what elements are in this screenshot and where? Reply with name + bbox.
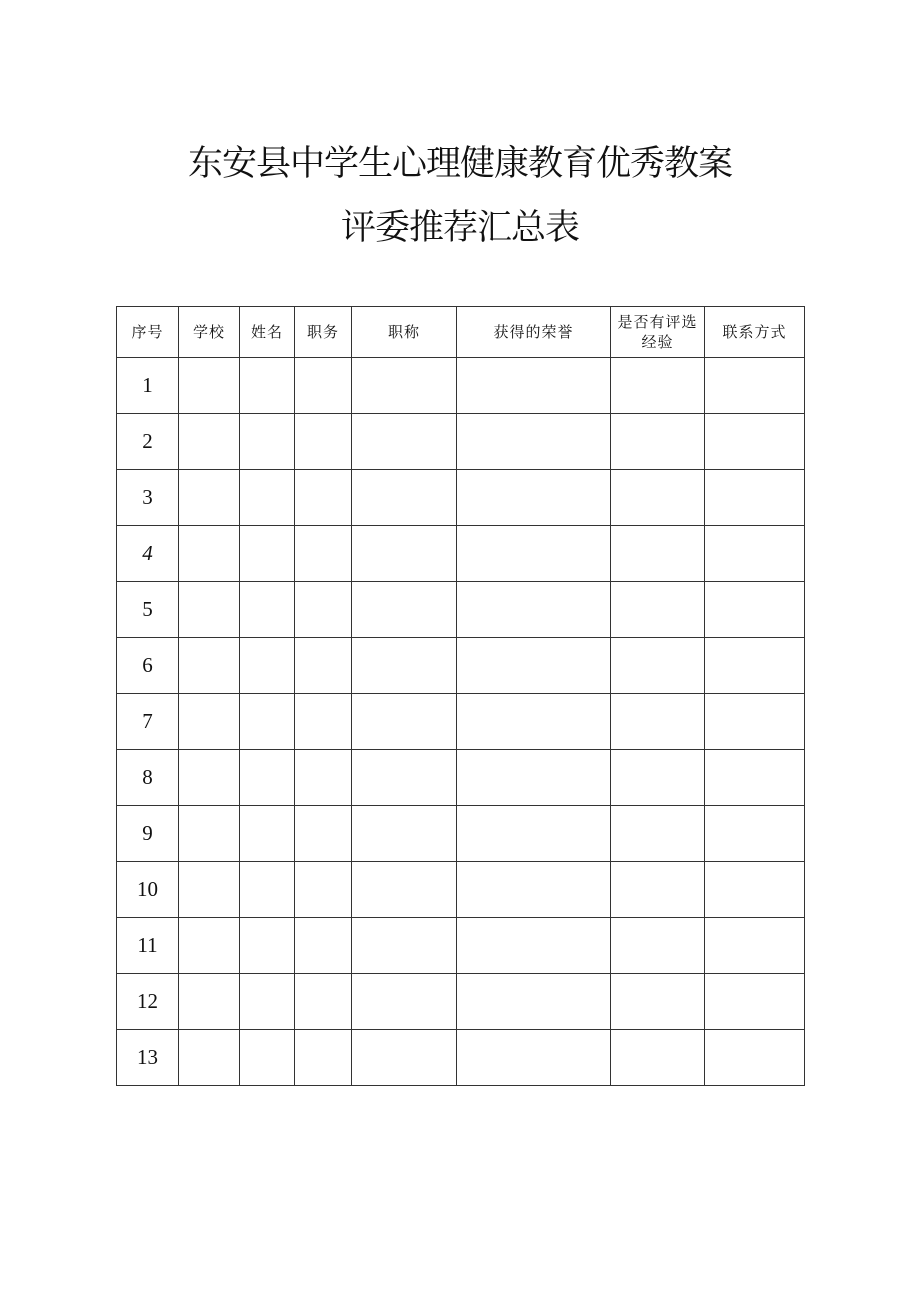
name-cell[interactable] bbox=[240, 694, 295, 750]
experience-cell[interactable] bbox=[611, 526, 705, 582]
row-number: 11 bbox=[117, 918, 179, 974]
experience-cell[interactable] bbox=[611, 414, 705, 470]
school-cell[interactable] bbox=[179, 974, 240, 1030]
title-cell[interactable] bbox=[352, 414, 457, 470]
name-cell[interactable] bbox=[240, 862, 295, 918]
row-number: 8 bbox=[117, 750, 179, 806]
school-cell[interactable] bbox=[179, 1030, 240, 1086]
title-cell[interactable] bbox=[352, 918, 457, 974]
position-cell[interactable] bbox=[295, 638, 352, 694]
table-row bbox=[117, 694, 805, 750]
title-cell[interactable] bbox=[352, 974, 457, 1030]
position-cell[interactable] bbox=[295, 582, 352, 638]
contact-cell[interactable] bbox=[705, 470, 805, 526]
contact-cell[interactable] bbox=[705, 694, 805, 750]
school-cell[interactable] bbox=[179, 806, 240, 862]
name-cell[interactable] bbox=[240, 918, 295, 974]
position-cell[interactable] bbox=[295, 806, 352, 862]
honors-cell[interactable] bbox=[457, 582, 611, 638]
title-cell[interactable] bbox=[352, 582, 457, 638]
row-number: 5 bbox=[117, 582, 179, 638]
table-row bbox=[117, 582, 805, 638]
title-cell[interactable] bbox=[352, 694, 457, 750]
experience-cell[interactable] bbox=[611, 1030, 705, 1086]
school-cell[interactable] bbox=[179, 918, 240, 974]
experience-cell[interactable] bbox=[611, 470, 705, 526]
experience-cell[interactable] bbox=[611, 638, 705, 694]
school-cell[interactable] bbox=[179, 470, 240, 526]
school-cell[interactable] bbox=[179, 582, 240, 638]
position-cell[interactable] bbox=[295, 918, 352, 974]
table-row bbox=[117, 918, 805, 974]
honors-cell[interactable] bbox=[457, 526, 611, 582]
title-cell[interactable] bbox=[352, 1030, 457, 1086]
table-row bbox=[117, 1030, 805, 1086]
school-cell[interactable] bbox=[179, 526, 240, 582]
honors-cell[interactable] bbox=[457, 694, 611, 750]
position-cell[interactable] bbox=[295, 358, 352, 414]
title-cell[interactable] bbox=[352, 358, 457, 414]
header-honors: 获得的荣誉 bbox=[457, 307, 611, 358]
honors-cell[interactable] bbox=[457, 638, 611, 694]
name-cell[interactable] bbox=[240, 414, 295, 470]
position-cell[interactable] bbox=[295, 414, 352, 470]
title-cell[interactable] bbox=[352, 862, 457, 918]
contact-cell[interactable] bbox=[705, 358, 805, 414]
position-cell[interactable] bbox=[295, 974, 352, 1030]
row-number: 13 bbox=[117, 1030, 179, 1086]
title-cell[interactable] bbox=[352, 750, 457, 806]
honors-cell[interactable] bbox=[457, 414, 611, 470]
recommendation-table bbox=[116, 306, 805, 1086]
school-cell[interactable] bbox=[179, 414, 240, 470]
table-row bbox=[117, 638, 805, 694]
honors-cell[interactable] bbox=[457, 750, 611, 806]
school-cell[interactable] bbox=[179, 750, 240, 806]
name-cell[interactable] bbox=[240, 526, 295, 582]
honors-cell[interactable] bbox=[457, 470, 611, 526]
experience-cell[interactable] bbox=[611, 806, 705, 862]
header-name: 姓名 bbox=[240, 307, 295, 358]
position-cell[interactable] bbox=[295, 1030, 352, 1086]
name-cell[interactable] bbox=[240, 582, 295, 638]
school-cell[interactable] bbox=[179, 694, 240, 750]
name-cell[interactable] bbox=[240, 470, 295, 526]
school-cell[interactable] bbox=[179, 862, 240, 918]
row-number: 3 bbox=[117, 470, 179, 526]
position-cell[interactable] bbox=[295, 862, 352, 918]
document-title bbox=[0, 132, 920, 260]
honors-cell[interactable] bbox=[457, 862, 611, 918]
contact-cell[interactable] bbox=[705, 862, 805, 918]
experience-cell[interactable] bbox=[611, 862, 705, 918]
title-line-2: 评委推荐汇总表 bbox=[340, 208, 579, 248]
contact-cell[interactable] bbox=[705, 806, 805, 862]
row-number: 9 bbox=[117, 806, 179, 862]
name-cell[interactable] bbox=[240, 806, 295, 862]
experience-cell[interactable] bbox=[611, 918, 705, 974]
table-row bbox=[117, 974, 805, 1030]
table-row bbox=[117, 526, 805, 582]
row-number: 7 bbox=[117, 694, 179, 750]
header-contact: 联系方式 bbox=[705, 307, 805, 358]
table-row bbox=[117, 806, 805, 862]
contact-cell[interactable] bbox=[705, 638, 805, 694]
title-line-1: 东安县中学生心理健康教育优秀教案 bbox=[187, 144, 732, 184]
honors-cell[interactable] bbox=[457, 806, 611, 862]
name-cell[interactable] bbox=[240, 358, 295, 414]
position-cell[interactable] bbox=[295, 694, 352, 750]
name-cell[interactable] bbox=[240, 638, 295, 694]
contact-cell[interactable] bbox=[705, 974, 805, 1030]
header-index: 序号 bbox=[117, 307, 179, 358]
header-school: 学校 bbox=[179, 307, 240, 358]
contact-cell[interactable] bbox=[705, 918, 805, 974]
title-cell[interactable] bbox=[352, 470, 457, 526]
school-cell[interactable] bbox=[179, 638, 240, 694]
honors-cell[interactable] bbox=[457, 358, 611, 414]
experience-cell[interactable] bbox=[611, 974, 705, 1030]
header-judging-experience: 是否有评选经验 bbox=[611, 307, 705, 358]
experience-cell[interactable] bbox=[611, 694, 705, 750]
contact-cell[interactable] bbox=[705, 414, 805, 470]
table-row bbox=[117, 862, 805, 918]
honors-cell[interactable] bbox=[457, 1030, 611, 1086]
experience-cell[interactable] bbox=[611, 358, 705, 414]
contact-cell[interactable] bbox=[705, 1030, 805, 1086]
table-row bbox=[117, 358, 805, 414]
title-cell[interactable] bbox=[352, 806, 457, 862]
honors-cell[interactable] bbox=[457, 974, 611, 1030]
row-number: 2 bbox=[117, 414, 179, 470]
contact-cell[interactable] bbox=[705, 750, 805, 806]
experience-cell[interactable] bbox=[611, 750, 705, 806]
honors-cell[interactable] bbox=[457, 918, 611, 974]
position-cell[interactable] bbox=[295, 470, 352, 526]
row-number: 1 bbox=[117, 358, 179, 414]
name-cell[interactable] bbox=[240, 1030, 295, 1086]
header-title: 职称 bbox=[352, 307, 457, 358]
contact-cell[interactable] bbox=[705, 582, 805, 638]
name-cell[interactable] bbox=[240, 750, 295, 806]
row-number: 12 bbox=[117, 974, 179, 1030]
header-row bbox=[117, 307, 805, 358]
row-number: 6 bbox=[117, 638, 179, 694]
table-row bbox=[117, 470, 805, 526]
position-cell[interactable] bbox=[295, 750, 352, 806]
table-row bbox=[117, 750, 805, 806]
name-cell[interactable] bbox=[240, 974, 295, 1030]
header-position: 职务 bbox=[295, 307, 352, 358]
school-cell[interactable] bbox=[179, 358, 240, 414]
row-number: 10 bbox=[117, 862, 179, 918]
contact-cell[interactable] bbox=[705, 526, 805, 582]
table-row bbox=[117, 414, 805, 470]
title-cell[interactable] bbox=[352, 526, 457, 582]
row-number: 4 bbox=[117, 526, 179, 582]
title-cell[interactable] bbox=[352, 638, 457, 694]
experience-cell[interactable] bbox=[611, 582, 705, 638]
position-cell[interactable] bbox=[295, 526, 352, 582]
